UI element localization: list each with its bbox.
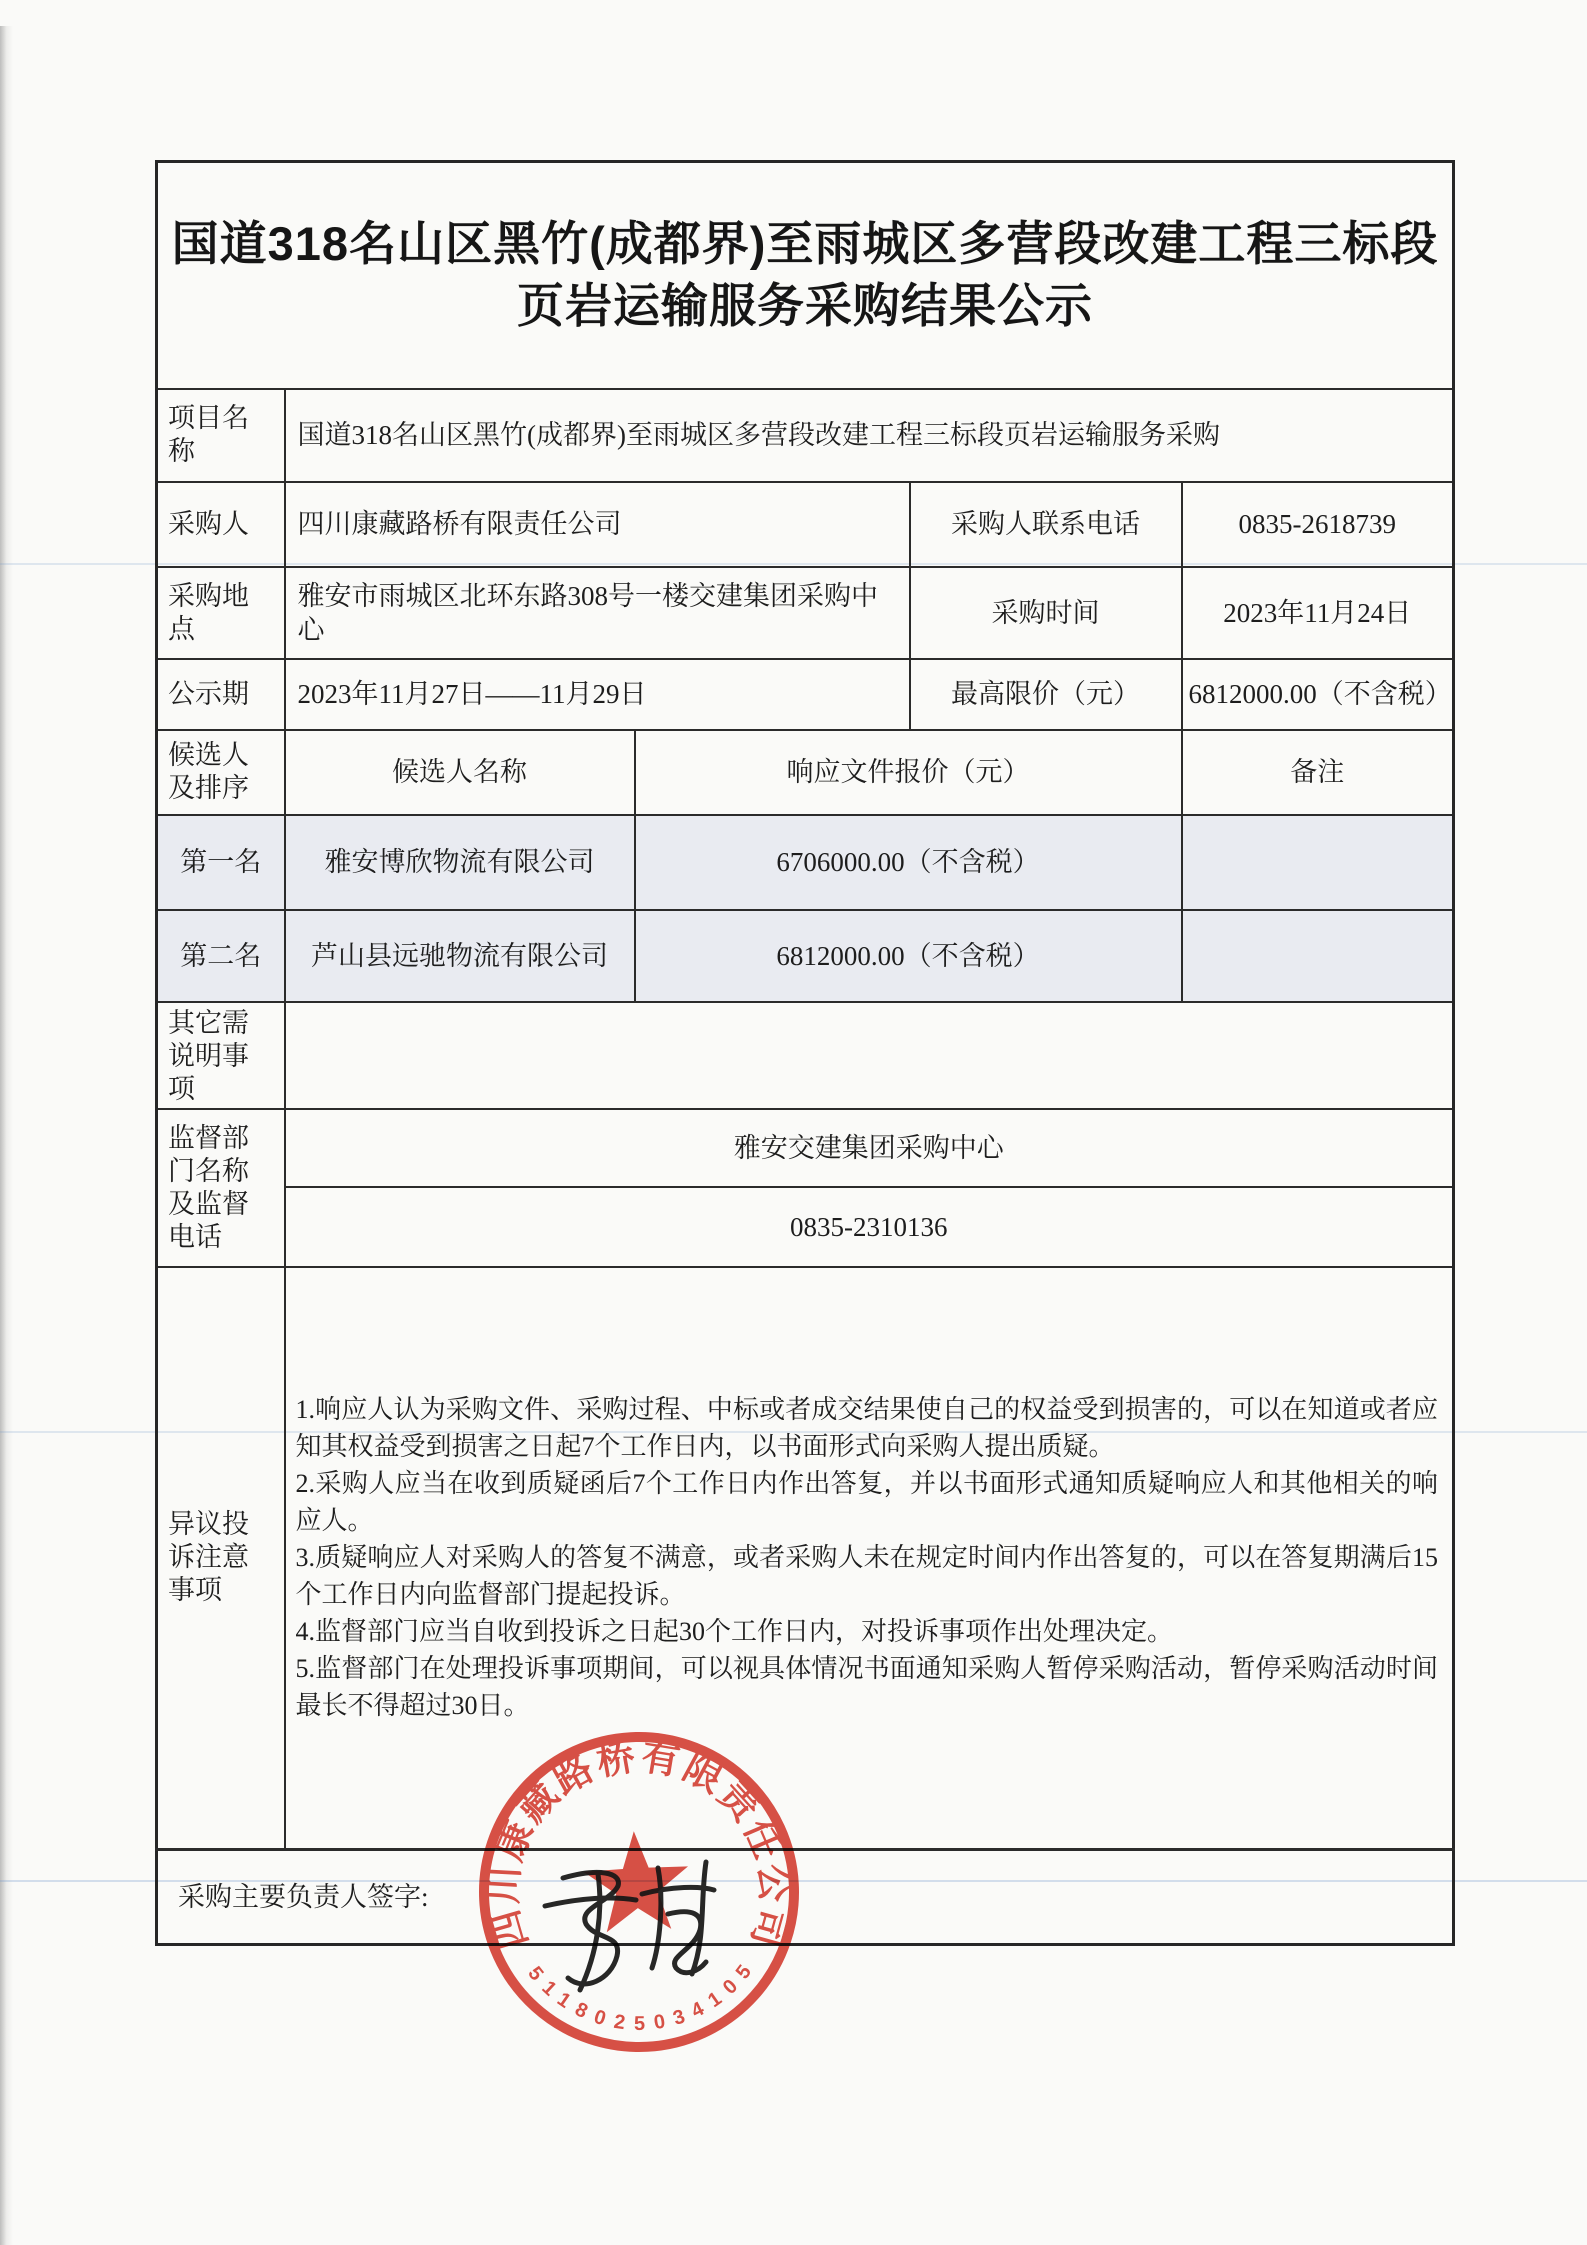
label-other-notes: 其它需说明事项 [157, 1002, 285, 1109]
value-project-name: 国道318名山区黑竹(成都界)至雨城区多营段改建工程三标段页岩运输服务采购 [285, 389, 1454, 482]
label-candidates-ranking: 候选人及排序 [157, 730, 285, 815]
objection-item-5: 5.监督部门在处理投诉事项期间，可以视具体情况书面通知采购人暂停采购活动，暂停采购活动时间最长不得超过30日。 [295, 1654, 1439, 1721]
procurement-result-table [155, 160, 1455, 1946]
document-title-cell [157, 162, 1454, 389]
value-purchase-place: 雅安市雨城区北环东路308号一楼交建集团采购中心 [285, 567, 910, 659]
value-supervision-phone: 0835-2310136 [285, 1187, 1454, 1267]
objection-item-4: 4.监督部门应当自收到投诉之日起30个工作日内，对投诉事项作出处理决定。 [295, 1617, 1174, 1647]
scan-edge-shadow [0, 26, 13, 2245]
candidate-1-price: 6706000.00（不含税） [635, 815, 1182, 910]
candidate-row-2 [157, 910, 1454, 1002]
candidate-1-note [1182, 815, 1454, 910]
objection-notes-cell [285, 1267, 1454, 1850]
value-publicity-period: 2023年11月27日——11月29日 [285, 659, 910, 730]
seal-number-text: 5118025034105 [523, 1961, 756, 2036]
value-purchaser: 四川康藏路桥有限责任公司 [285, 482, 910, 567]
value-purchaser-phone: 0835-2618739 [1182, 482, 1454, 567]
candidate-2-name: 芦山县远驰物流有限公司 [285, 910, 635, 1002]
value-max-price: 6812000.00（不含税） [1182, 659, 1454, 730]
header-remarks: 备注 [1182, 730, 1454, 815]
candidate-2-price: 6812000.00（不含税） [635, 910, 1182, 1002]
page-title-line1: 国道318名山区黑竹(成都界)至雨城区多营段改建工程三标段 [171, 217, 1439, 271]
candidate-1-rank: 第一名 [157, 815, 285, 910]
candidate-row-1 [157, 815, 1454, 910]
label-publicity-period: 公示期 [157, 659, 285, 730]
objection-item-3: 3.质疑响应人对采购人的答复不满意，或者采购人未在规定时间内作出答复的，可以在答复期满后15个工作日内向监督部门提起投诉。 [295, 1543, 1439, 1610]
label-supervision-dept: 监督部门名称及监督电话 [157, 1109, 285, 1267]
candidate-1-name: 雅安博欣物流有限公司 [285, 815, 635, 910]
objection-item-2: 2.采购人应当在收到质疑函后7个工作日内作出答复，并以书面形式通知质疑响应人和其他相关的响应人。 [295, 1469, 1439, 1536]
objection-item-1: 1.响应人认为采购文件、采购过程、中标或者成交结果使自己的权益受到损害的，可以在知道或者应知其权益受到损害之日起7个工作日内，以书面形式向采购人提出质疑。 [295, 1395, 1439, 1462]
label-objection-notes: 异议投诉注意事项 [157, 1267, 285, 1850]
label-purchaser-phone: 采购人联系电话 [910, 482, 1182, 567]
label-purchase-place: 采购地点 [157, 567, 285, 659]
value-other-notes [285, 1002, 1454, 1109]
signature-label: 采购主要负责人签字: [178, 1882, 429, 1912]
header-candidate-name: 候选人名称 [285, 730, 635, 815]
label-max-price: 最高限价（元） [910, 659, 1182, 730]
label-project-name: 项目名称 [157, 389, 285, 482]
page-title-line2: 页岩运输服务采购结果公示 [517, 279, 1094, 333]
value-supervision-name: 雅安交建集团采购中心 [285, 1109, 1454, 1187]
value-purchase-time: 2023年11月24日 [1182, 567, 1454, 659]
header-response-price: 响应文件报价（元） [635, 730, 1182, 815]
candidate-2-rank: 第二名 [157, 910, 285, 1002]
signature-row-cell [157, 1850, 1454, 1945]
label-purchaser: 采购人 [157, 482, 285, 567]
seal-company-text: 四川康藏路桥有限责任公司 [483, 1735, 795, 1954]
candidate-2-note [1182, 910, 1454, 1002]
label-purchase-time: 采购时间 [910, 567, 1182, 659]
